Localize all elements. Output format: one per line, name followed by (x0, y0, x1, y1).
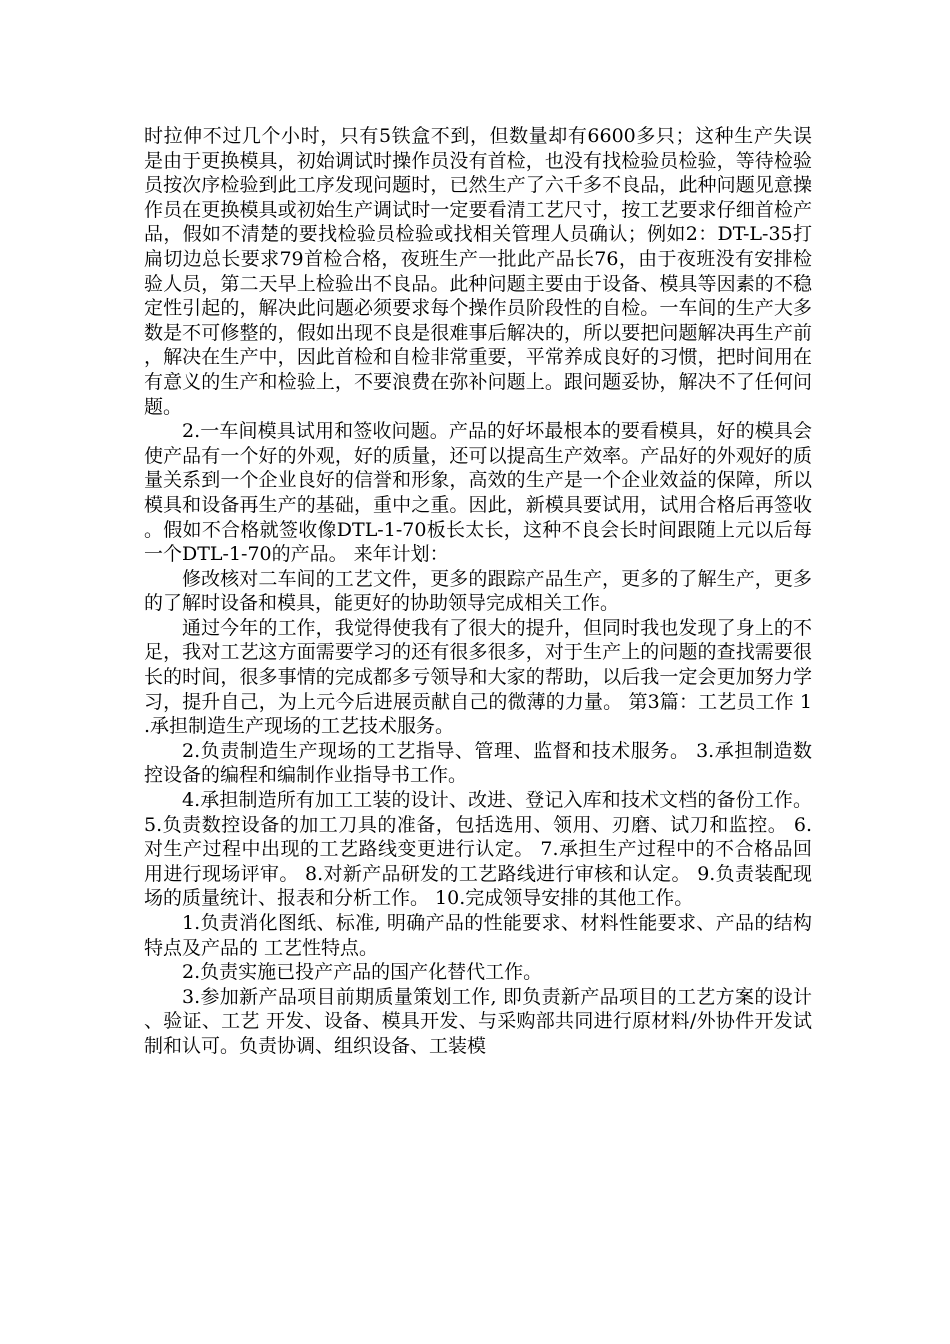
paragraph-8: 2.负责实施已投产产品的国产化替代工作。 (182, 961, 543, 984)
paragraph-7: 1.负责消化图纸、标准, 明确产品的性能要求、材料性能要求、产品的结构特点及产品的 工艺性特点。 (144, 912, 812, 959)
paragraph-9: 3.参加新产品项目前期质量策划工作, 即负责新产品项目的工艺方案的设计、验证、工艺 开发、设备、模具开发、与采购部共同进行原材料/外协件开发试制和认可。负责协调、组织设备、工装模 (144, 985, 812, 1057)
document-page (144, 124, 812, 1059)
paragraph-5: 2.负责制造生产现场的工艺指导、管理、监督和技术服务。 3.承担制造数控设备的编程和编制作业指导书工作。 (144, 739, 812, 787)
paragraph-1: 时拉伸不过几个小时，只有5铁盒不到，但数量却有6600多只；这种生产失误是由于更换模具，初始调试时操作员没有首检，也没有找检验员检验，等待检验员按次序检验到此工序发现问题时，已然生产了六千多不良品，此种问题见意操作员在更换模具或初始生产调试时一定要看清工艺尺寸，按工艺要求仔细首检产品，假如不清楚的要找检验员检验或找相关管理人员确认；例如2：DT-L-35打扁切边总长要求79首检合格，夜班生产一批此产品长76，由于夜班没有安排检验人员，第二天早上检验出不良品。此种问题主要由于设备、模具等因素的不稳定性引起的，解决此问题必须要求每个操作员阶段性的自检。一车间的生产大多数是不可修整的，假如出现不良是很难事后解决的，所以要把问题解决再生产前，解决在生产中，因此首检和自检非常重要，平常养成良好的习惯，把时间用在有意义的生产和检验上，不要浪费在弥补问题上。跟问题妥协，解决不了任何问题。 (144, 125, 812, 418)
paragraph-4: 通过今年的工作，我觉得使我有了很大的提升，但同时我也发现了身上的不足，我对工艺这方面需要学习的还有很多很多，对于生产上的问题的查找需要很长的时间，很多事情的完成都多亏领导和大家的帮助，以后我一定会更加努力学习，提升自己，为上元今后进展贡献自己的微薄的力量。 第3篇：工艺员工作 1.承担制造生产现场的工艺技术服务。 (144, 616, 812, 738)
paragraph-2: 2.一车间模具试用和签收问题。产品的好坏最根本的要看模具，好的模具会使产品有一个好的外观，好的质量，还可以提高生产效率。产品好的外观好的质量关系到一个企业良好的信誉和形象，高效的生产是一个企业效益的保障，所以模具和设备再生产的基础，重中之重。因此，新模具要试用，试用合格后再签收。假如不合格就签收像DTL-1-70板长太长，这种不良会长时间跟随上元以后每一个DTL-1-70的产品。 来年计划： (144, 420, 812, 566)
paragraph-3: 修改核对二车间的工艺文件，更多的跟踪产品生产，更多的了解生产，更多的了解时设备和模具，能更好的协助领导完成相关工作。 (144, 567, 812, 615)
paragraph-6: 4.承担制造所有加工工装的设计、改进、登记入库和技术文档的备份工作。 5.负责数控设备的加工刀具的准备，包括选用、领用、刃磨、试刀和监控。 6.对生产过程中出现的工艺路线变更进行认定。 7.承担生产过程中的不合格品回用进行现场评审。 8.对新产品研发的工艺路线进行审核和认定。 9.负责装配现场的质量统计、报表和分析工作。 10.完成领导安排的其他工作。 (144, 789, 812, 910)
